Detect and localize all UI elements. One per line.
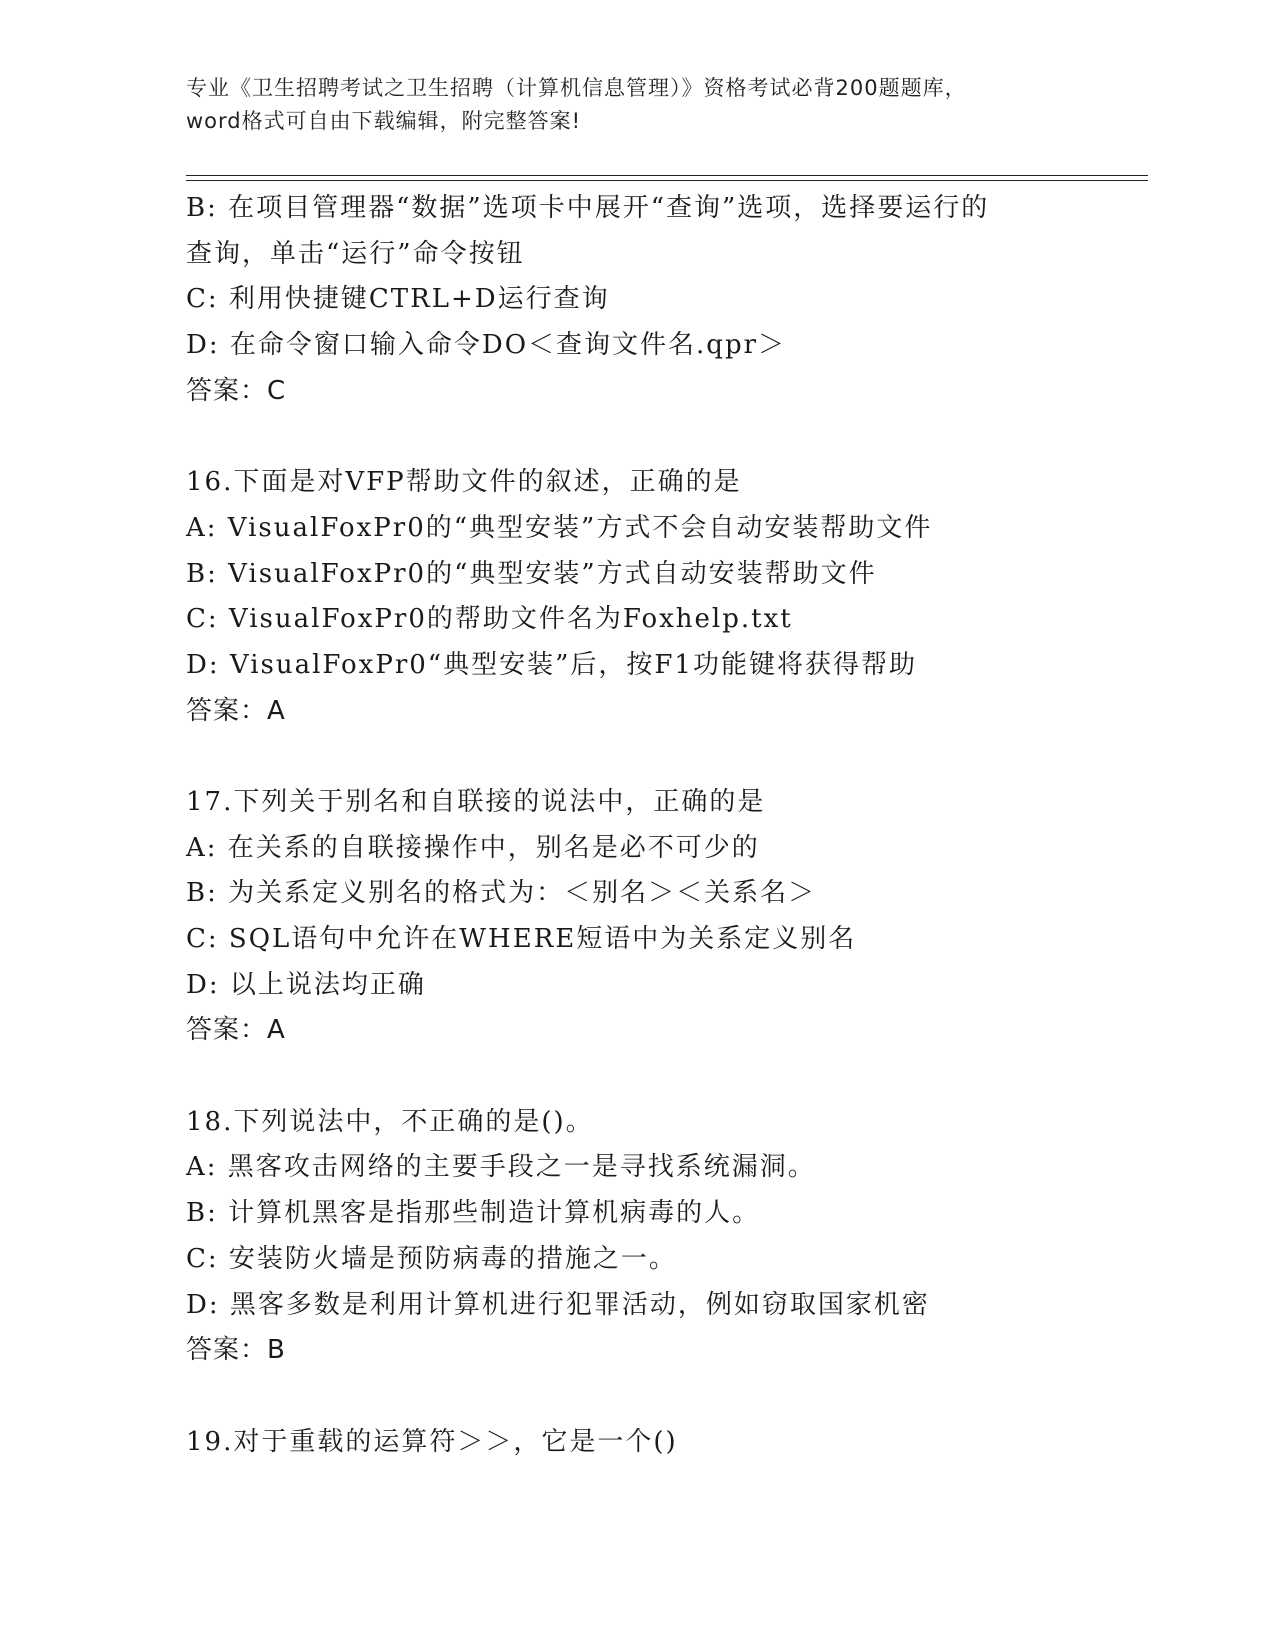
q17-option-a: A: 在关系的自联接操作中，别名是必不可少的 — [186, 832, 760, 863]
header-title-line-1: 专业《卫生招聘考试之卫生招聘（计算机信息管理）》资格考试必背200题题库， — [186, 76, 967, 100]
q18-option-d: D: 黑客多数是利用计算机进行犯罪活动，例如窃取国家机密 — [186, 1289, 930, 1320]
q17-option-c: C: SQL语句中允许在WHERE短语中为关系定义别名 — [186, 924, 857, 954]
q15-answer: 答案：C — [186, 375, 287, 406]
q18-option-c: C: 安装防火墙是预防病毒的措施之一。 — [186, 1243, 677, 1274]
q17-option-b: B: 为关系定义别名的格式为：＜别名＞＜关系名＞ — [186, 878, 817, 909]
q18-option-b: B: 计算机黑客是指那些制造计算机病毒的人。 — [186, 1198, 761, 1229]
q16-answer: 答案：A — [186, 695, 286, 726]
header-title-line-2: word格式可自由下载编辑，附完整答案! — [186, 109, 582, 133]
q17-question: 17.下列关于别名和自联接的说法中，正确的是 — [186, 786, 766, 817]
q19-question: 19.对于重载的运算符＞＞，它是一个() — [186, 1426, 678, 1457]
spacer — [186, 1054, 1166, 1100]
q16-option-c: C: VisualFoxPr0的帮助文件名为Foxhelp.txt — [186, 604, 793, 635]
q16-option-b: B: VisualFoxPr0的“典型安装”方式自动安装帮助文件 — [186, 558, 877, 589]
q15-option-b-line-2: 查询，单击“运行”命令按钮 — [186, 238, 525, 269]
q16-question: 16.下面是对VFP帮助文件的叙述，正确的是 — [186, 467, 742, 498]
q17-option-d: D: 以上说法均正确 — [186, 969, 426, 1000]
q16-option-d: D: VisualFoxPr0“典型安装”后，按F1功能键将获得帮助 — [186, 649, 917, 680]
spacer — [186, 1374, 1166, 1420]
question-list — [186, 186, 1166, 1465]
spacer — [186, 734, 1166, 780]
document-header — [186, 72, 1146, 138]
q17-answer: 答案：A — [186, 1015, 286, 1046]
q18-option-a: A: 黑客攻击网络的主要手段之一是寻找系统漏洞。 — [186, 1152, 816, 1183]
q15-option-b-line-1: B: 在项目管理器“数据”选项卡中展开“查询”选项，选择要运行的 — [186, 193, 990, 223]
q15-option-c: C: 利用快捷键CTRL+D运行查询 — [186, 284, 610, 315]
q18-answer: 答案：B — [186, 1335, 286, 1366]
q15-option-d: D: 在命令窗口输入命令DO＜查询文件名.qpr＞ — [186, 330, 787, 361]
spacer — [186, 414, 1166, 460]
header-divider-bottom — [186, 180, 1148, 181]
q16-option-a: A: VisualFoxPr0的“典型安装”方式不会自动安装帮助文件 — [186, 512, 933, 543]
header-divider-top — [186, 175, 1148, 176]
q18-question: 18.下列说法中，不正确的是()。 — [186, 1106, 594, 1137]
